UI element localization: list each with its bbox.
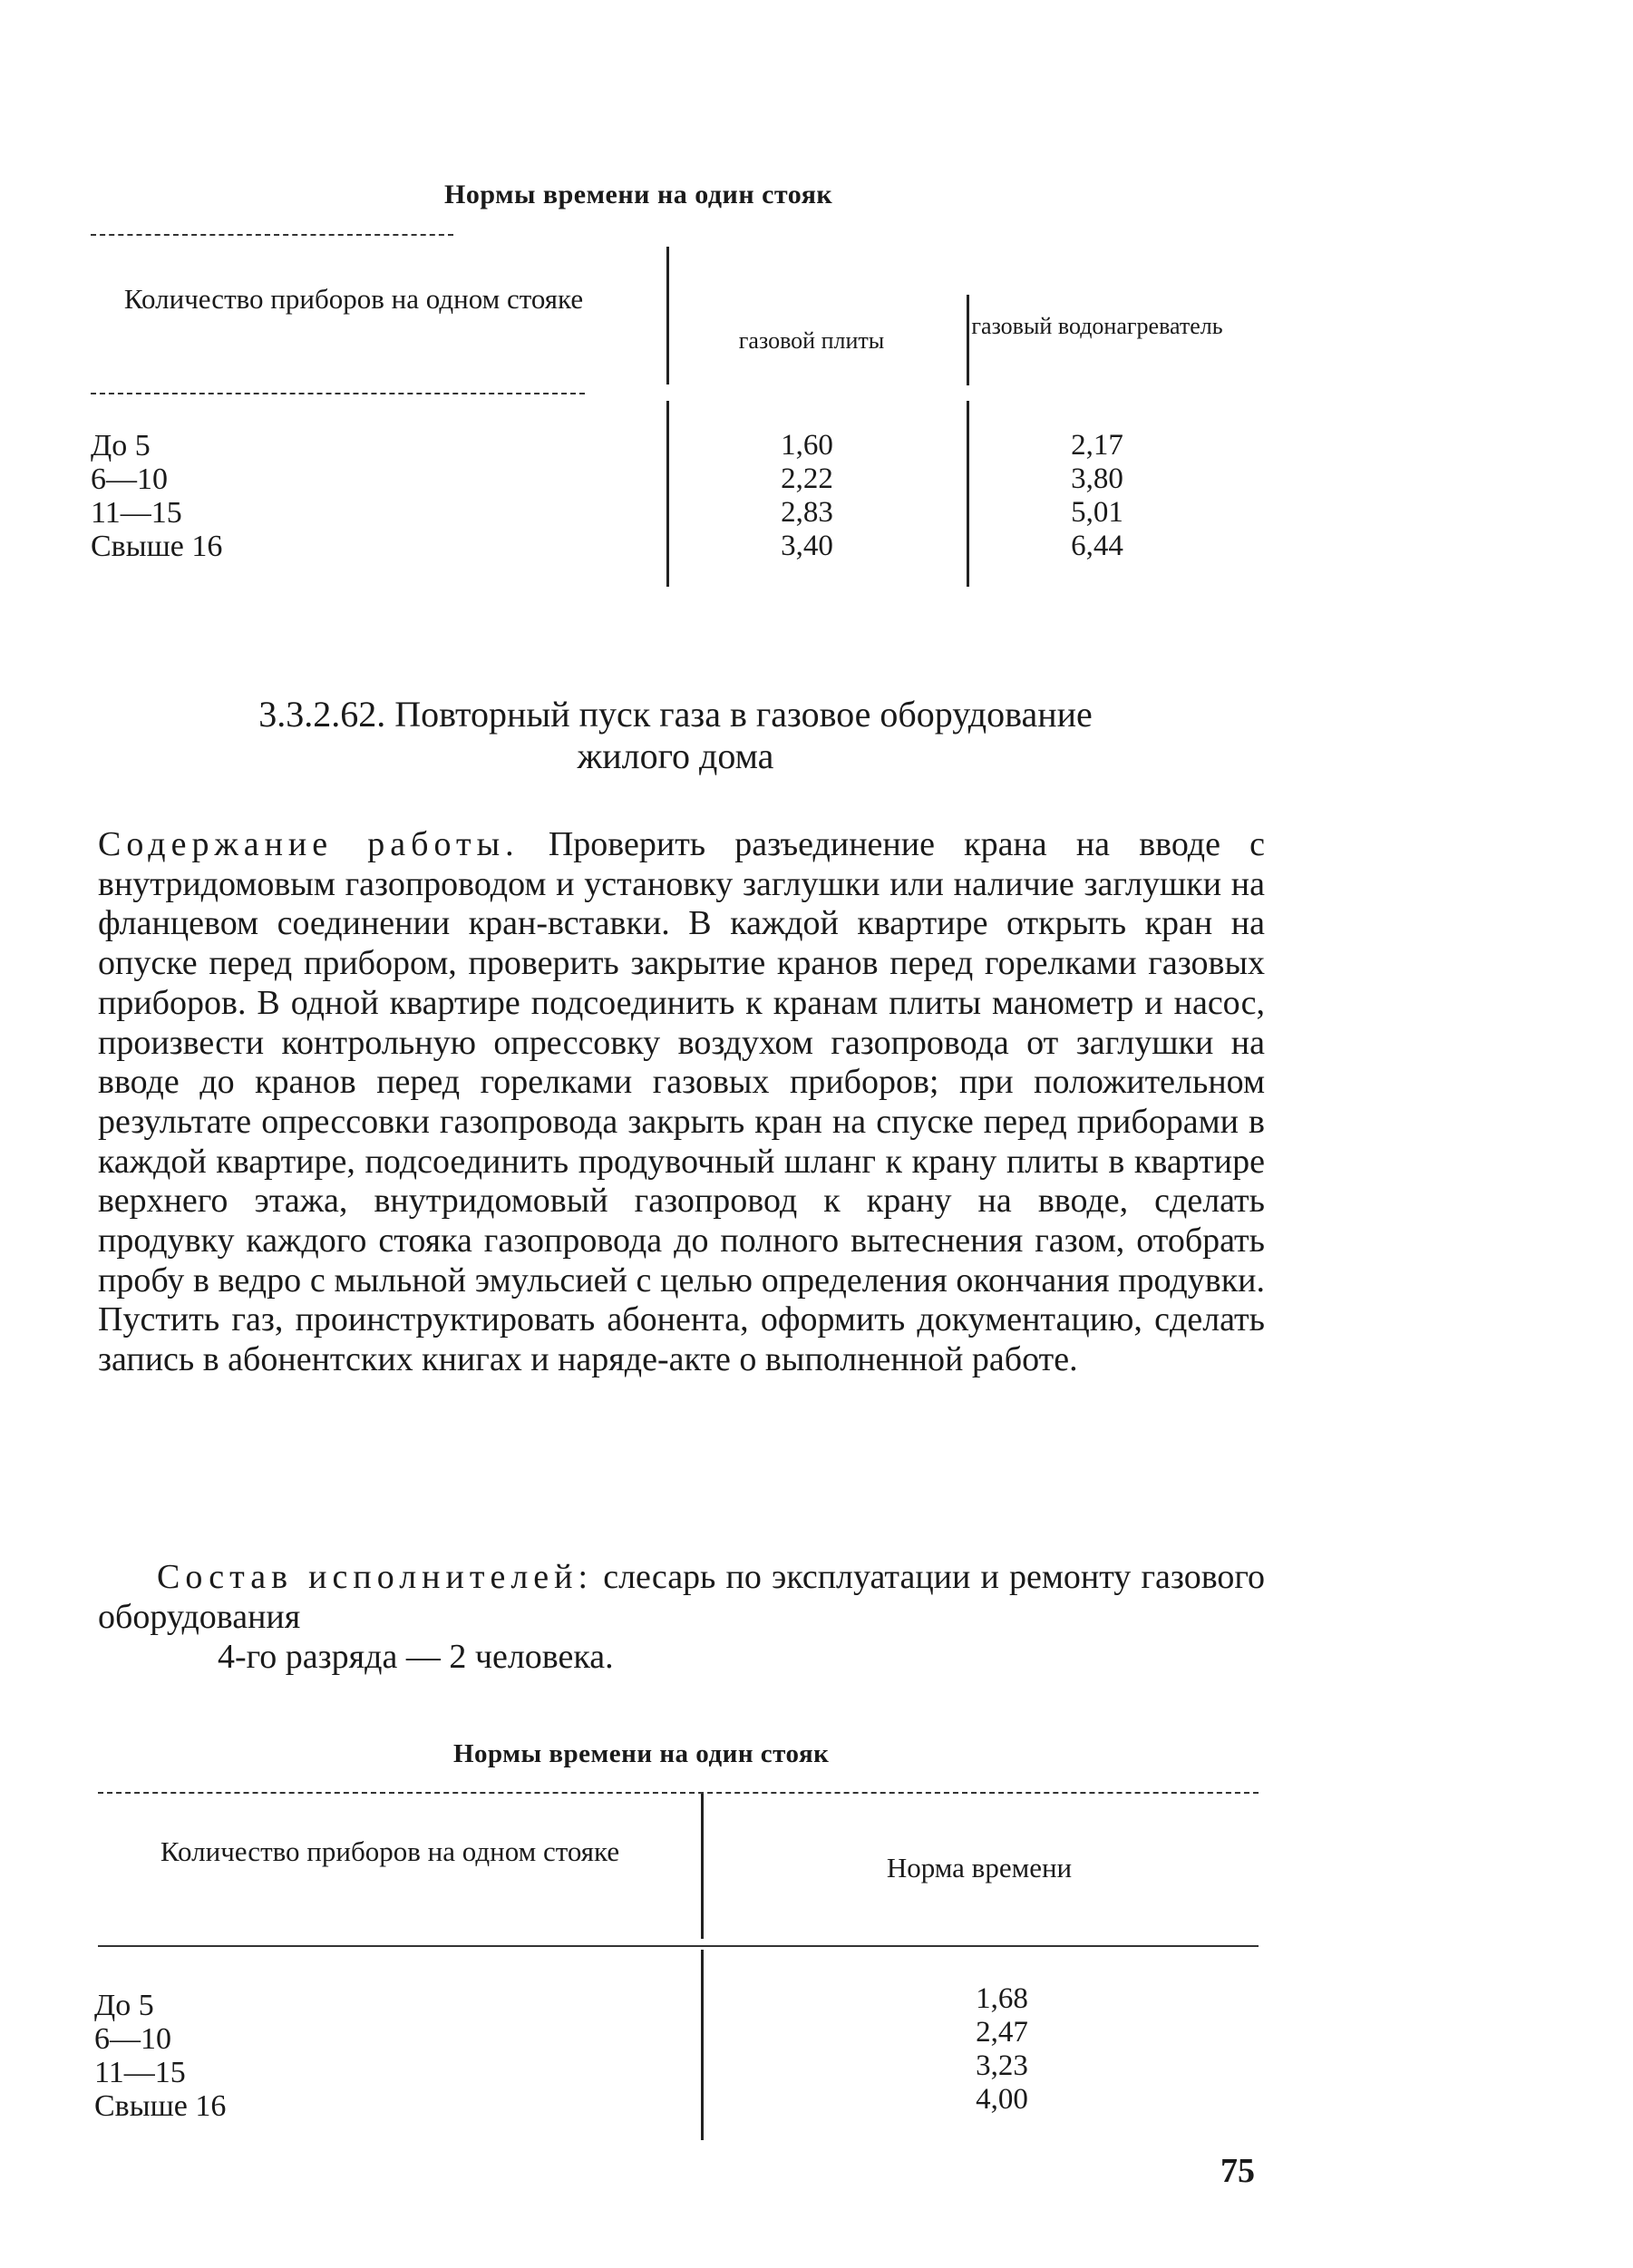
section-title-line2: жилого дома [577, 735, 774, 776]
table2-col2-header: Норма времени [886, 1852, 1073, 1884]
table1-col1-header: Количество приборов на одном стояке [123, 283, 584, 315]
content-text: Проверить разъединение крана на вводе с внутридомовым газопроводом и установку заглушки или наличие заглушки на фланцевом соединении кран-вставки. В каждой квартире открыть кран на опуске перед прибором, проверить закрытие кранов перед горелками газовых приборов. В одной квартире подсоединить к кранам плиты манометр и насос, произвести контрольную опрессовку воздухом газопровода от заглушки на вводе до кранов перед горелками газовых приборов; при положительном результате опрессовки газопровода закрыть кран на спуске перед приборами в каждой квартире, подсоединить продувочный шланг к крану плиты в квартире верхнего этажа, внутридомовый газопровод к крану на вводе, сделать продувку каждого стояка газопровода до полного вытеснения газом, отобрать пробу в ведро с мыльной эмульсией с целью определения окончания продувки. Пустить газ, проинструктировать абонента, оформить документацию, сделать запись в абонентских книгах и наряде-акте о выполненной работе. [98, 825, 1266, 1379]
table2-header-rule [98, 1945, 1259, 1947]
page-number: 75 [1220, 2152, 1255, 2190]
staff-paragraph [98, 1558, 1265, 1637]
table1-col3-values: 2,17 3,80 5,01 6,44 [1071, 429, 1123, 562]
table1-vline-1-head [666, 247, 669, 384]
table1-top-rule [91, 234, 453, 236]
table1-caption: Нормы времени на один стояк [444, 180, 833, 209]
table1-row-labels: До 5 6—10 11—15 Свыше 16 [91, 429, 223, 563]
staff-text: слесарь по эксплуатации и ремонту газового оборудования [98, 1558, 1266, 1636]
table1-header-rule [91, 393, 585, 394]
table2-top-rule [98, 1792, 1259, 1794]
table2-col1-header: Количество приборов на одном стояке [160, 1835, 620, 1867]
table2-vline-head [701, 1794, 704, 1939]
content-paragraph [98, 825, 1265, 1380]
table2-values: 1,68 2,47 3,23 4,00 [976, 1982, 1028, 2116]
table2-vline-body [701, 1950, 704, 2140]
staff-label: Состав исполнителей: [157, 1558, 594, 1596]
staff-rank: 4-го разряда — 2 человека. [218, 1638, 614, 1676]
table1-col2-values: 1,60 2,22 2,83 3,40 [781, 429, 833, 562]
table2-caption: Нормы времени на один стояк [453, 1739, 830, 1768]
table1-vline-1-body [666, 401, 669, 587]
table1-col3-header: газовый водонагреватель [971, 313, 1223, 339]
table1-vline-2-body [967, 401, 969, 587]
table1-vline-2-head [967, 295, 969, 385]
table1-col2-header: газовой плиты [738, 327, 885, 354]
content-label: Содержание работы. [98, 825, 520, 863]
section-title-line1: 3.3.2.62. Повторный пуск газа в газовое оборудование [258, 694, 1093, 735]
table2-row-labels: До 5 6—10 11—15 Свыше 16 [94, 1989, 227, 2123]
